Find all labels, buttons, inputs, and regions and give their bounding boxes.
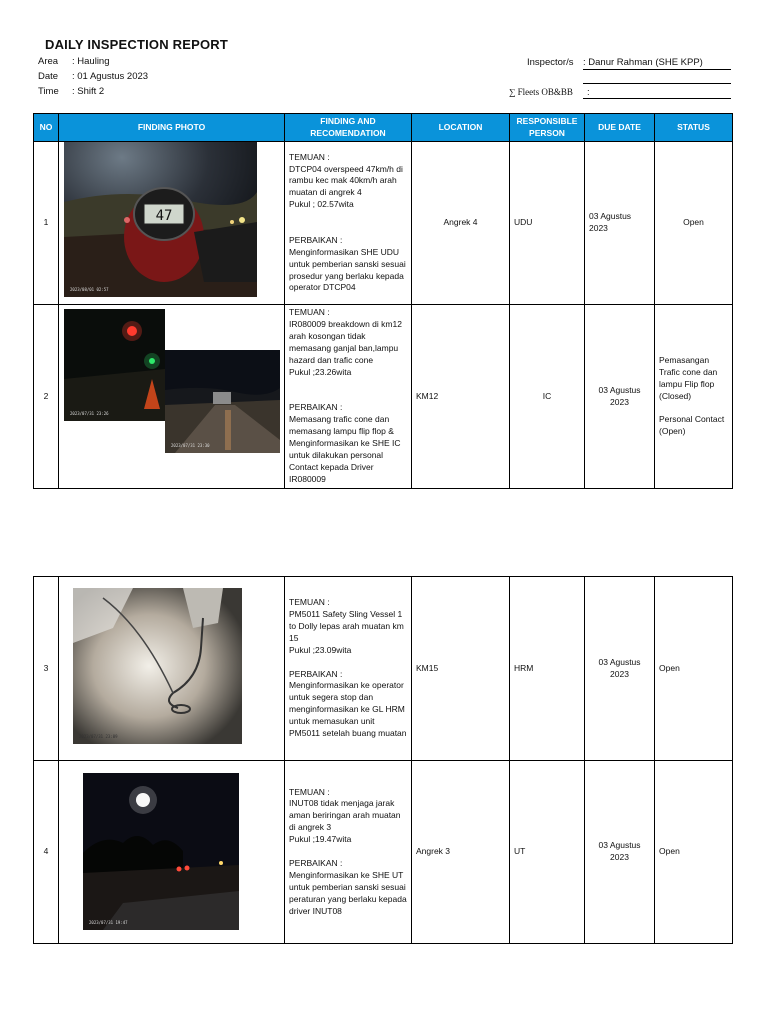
location-cell: Angrek 3 xyxy=(412,761,510,944)
person-cell: UDU xyxy=(510,142,585,305)
traffic-cone-image xyxy=(64,309,165,421)
header-due-date: DUE DATE xyxy=(585,114,655,142)
due-date-cell: 03 Agustus 2023 xyxy=(585,305,655,489)
row-no: 4 xyxy=(34,761,59,944)
location-cell: KM15 xyxy=(412,577,510,761)
inspector-underline xyxy=(583,69,731,70)
row-no: 1 xyxy=(34,142,59,305)
blank-underline xyxy=(583,83,731,84)
header-finding: FINDING AND RECOMENDATION xyxy=(285,114,412,142)
due-date-cell: 03 Agustus 2023 xyxy=(585,577,655,761)
photo-cell xyxy=(59,577,285,761)
photo-cell xyxy=(59,305,285,489)
header-photo: FINDING PHOTO xyxy=(59,114,285,142)
status-cell: Open xyxy=(655,761,733,944)
photo-timestamp: 2023/07/31 23:09 xyxy=(79,734,118,740)
speedometer-image xyxy=(64,142,257,297)
road-night-photo xyxy=(165,350,280,453)
table-row xyxy=(34,142,733,305)
time-value: : Shift 2 xyxy=(72,86,105,97)
person-cell: UT xyxy=(510,761,585,944)
sling-photo xyxy=(73,588,242,744)
finding-text: TEMUAN : INUT08 tidak menjaga jarak aman beriringan arah muatan di angrek 3 Pukul ;19.47wita PERBAIKAN : Menginformasikan ke SHE UT untuk pemberian sanski sesuai peraturan yang berlaku kepada driver INUT08 xyxy=(289,786,407,916)
person-cell: IC xyxy=(510,305,585,489)
speedometer-photo xyxy=(64,142,257,297)
fleets-label: ∑ Fleets OB&BB xyxy=(509,87,573,97)
status-cell: Open xyxy=(655,577,733,761)
photo-cell xyxy=(59,142,285,305)
finding-cell xyxy=(285,761,412,944)
table-row xyxy=(34,577,733,761)
sling-image xyxy=(73,588,242,744)
finding-text: TEMUAN : IR080009 breakdown di km12 arah kosongan tidak memasang ganjal ban,lampu hazard dan trafic cone Pukul ;23.26wita PERBAIKAN : Memasang trafic cone dan memasang lampu flip flop & Menginformasikan ke SHE IC untuk dilakukan personal Contact kepada Driver IR080009 xyxy=(289,307,402,484)
status-cell: Open xyxy=(655,142,733,305)
header-location: LOCATION xyxy=(412,114,510,142)
night-road-moon-photo xyxy=(83,773,239,930)
status-cell: Pemasangan Trafic cone dan lampu Flip flop (Closed) Personal Contact (Open) xyxy=(655,305,733,489)
speed-reading: 47 xyxy=(155,208,173,224)
road-night-image xyxy=(165,350,280,453)
table-row xyxy=(34,305,733,489)
area-label: Area xyxy=(38,56,59,67)
location-cell: Angrek 4 xyxy=(412,142,510,305)
due-date-cell: 03 Agustus 2023 xyxy=(585,142,655,305)
report-title: DAILY INSPECTION REPORT xyxy=(45,37,229,52)
table-header-row xyxy=(34,114,733,142)
photo-timestamp: 2023/07/31 23:26 xyxy=(70,411,109,417)
area-value: : Hauling xyxy=(72,56,110,67)
fleets-underline xyxy=(583,98,731,99)
due-date-cell: 03 Agustus 2023 xyxy=(585,761,655,944)
inspector-label: Inspector/s xyxy=(527,57,574,68)
row-no: 2 xyxy=(34,305,59,489)
finding-text: TEMUAN : PM5011 Safety Sling Vessel 1 to Dolly lepas arah muatan km 15 Pukul ;23.09wita PERBAIKAN : Menginformasikan ke operator untuk segera stop dan menginformasikan ke GL HRM untuk memasukan unit PM5011 setelah buang muatan xyxy=(289,597,407,738)
photo-timestamp: 2023/08/01 02:57 xyxy=(70,287,109,293)
finding-text: TEMUAN : DTCP04 overspeed 47km/h di rambu kec mak 40km/h arah muatan di angrek 4 Pukul ; 02.57wita PERBAIKAN : Menginformasikan SHE UDU untuk pemberian sanski sesuai prosedur yang berlaku kepada operator DTCP04 xyxy=(289,151,406,293)
photo-timestamp: 2023/07/31 23:30 xyxy=(171,443,210,449)
finding-cell xyxy=(285,305,412,489)
table-row xyxy=(34,761,733,944)
person-cell: HRM xyxy=(510,577,585,761)
header-person: RESPONSIBLE PERSON xyxy=(510,114,585,142)
inspection-table-page-1 xyxy=(33,113,733,489)
finding-cell xyxy=(285,577,412,761)
header-status: STATUS xyxy=(655,114,733,142)
traffic-cone-photo xyxy=(64,309,165,421)
inspector-value: : Danur Rahman (SHE KPP) xyxy=(583,57,703,68)
date-label: Date xyxy=(38,71,59,82)
header-no: NO xyxy=(34,114,59,142)
inspection-table-page-2 xyxy=(33,576,733,944)
finding-cell xyxy=(285,142,412,305)
night-road-moon-image xyxy=(83,773,239,930)
location-cell: KM12 xyxy=(412,305,510,489)
photo-cell xyxy=(59,761,285,944)
date-value: : 01 Agustus 2023 xyxy=(72,71,149,82)
time-label: Time xyxy=(38,86,59,97)
fleets-value: : xyxy=(587,87,590,98)
row-no: 3 xyxy=(34,577,59,761)
photo-timestamp: 2023/07/31 19:47 xyxy=(89,920,128,926)
